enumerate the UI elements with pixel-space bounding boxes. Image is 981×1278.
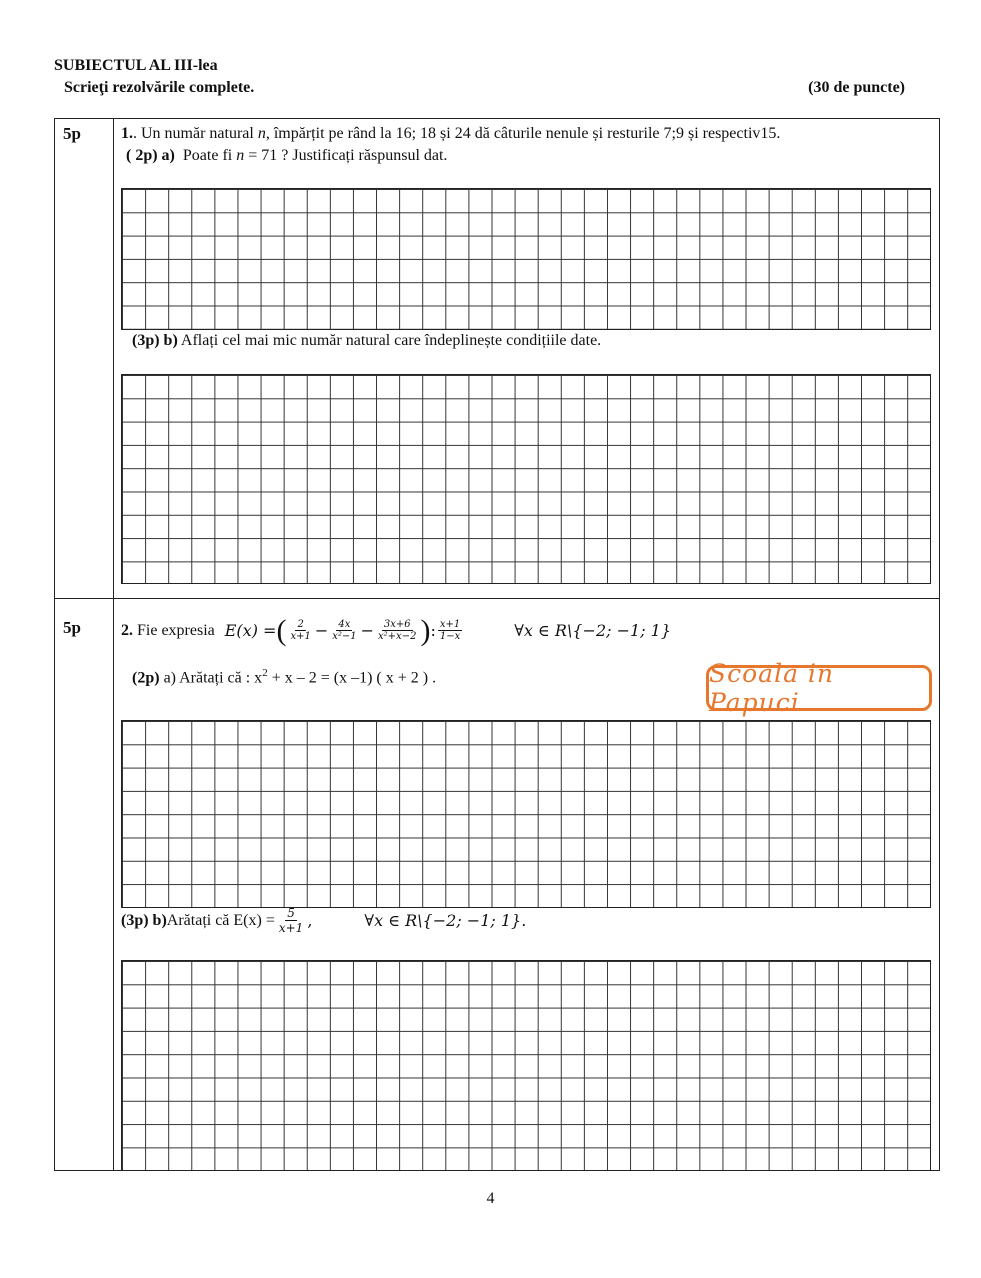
problem-2a-text: a) Arătați că : x <box>159 669 263 687</box>
fraction-1 <box>288 619 312 642</box>
answer-grid-1b[interactable] <box>121 374 931 584</box>
points-column-divider-2 <box>113 599 114 1170</box>
problem-2a-text-after: + x – 2 = (x –1) ( x + 2 ) . <box>267 669 437 687</box>
exponent: 2 <box>262 667 268 679</box>
fraction-3-den: x²+x−2 <box>378 631 417 642</box>
expression-lhs: E(x) = <box>224 621 277 640</box>
problem-1a-text-a: Poate fi <box>182 147 237 164</box>
answer-grid-1a[interactable] <box>121 188 931 330</box>
problem-1-text-b: , împărțit pe rând la 16; 18 și 24 dă câturile nenule și resturile 7;9 și respectiv15. <box>265 125 781 142</box>
section-title: SUBIECTUL AL III-lea <box>54 57 218 74</box>
fraction-4 <box>438 619 462 642</box>
problem-1-number: 1. <box>121 125 133 142</box>
problem-1b-statement <box>132 332 601 350</box>
scoala-in-papuci-logo: Scoala in Papuci <box>706 665 932 711</box>
fraction-4-num: x+1 <box>439 619 461 630</box>
variable-n: n <box>257 125 266 142</box>
fraction-3 <box>376 619 418 642</box>
problem-2b-label: (3p) b) <box>121 911 167 929</box>
fraction-result <box>277 906 305 935</box>
problem-2b-statement <box>121 906 526 935</box>
problem-1b-label: (3p) b) <box>132 332 178 349</box>
fraction-2-num: 4x <box>338 619 351 630</box>
problem-2a-label: (2p) <box>132 669 160 687</box>
fraction-4-den: 1−x <box>439 631 461 642</box>
problem-2-points: 5p <box>63 618 81 637</box>
problem-1-statement <box>121 125 780 143</box>
domain-condition: ∀x ∈ R\{−2; −1; 1} <box>514 621 672 640</box>
problem-2-number: 2. <box>121 621 133 639</box>
total-points: (30 de puncte) <box>808 79 905 96</box>
fraction-2-den: x²−1 <box>332 631 357 642</box>
fraction-result-num: 5 <box>287 906 295 920</box>
answer-grid-2b[interactable] <box>121 960 931 1171</box>
left-paren: ( <box>276 613 287 647</box>
problem-1b-text: Aflați cel mai mic număr natural care îndeplinește condițiile date. <box>180 332 602 349</box>
problem-1a-label: ( 2p) a) <box>126 147 175 164</box>
problem-1a-text-b: = 71 ? Justificați răspunsul dat. <box>244 147 448 164</box>
points-column-divider <box>113 119 114 598</box>
fraction-result-den: x+1 <box>278 921 304 935</box>
right-paren: ) <box>420 613 431 647</box>
problem-2a-statement <box>132 667 436 687</box>
instruction-text: Scrieţi rezolvările complete. <box>64 79 255 96</box>
problem-1-points: 5p <box>63 124 81 143</box>
problem-1-text-a: . Un număr natural <box>133 125 258 142</box>
answer-grid-2a[interactable] <box>121 720 931 908</box>
comma: , <box>307 911 313 930</box>
fraction-1-den: x+1 <box>290 631 311 642</box>
fraction-2 <box>330 619 358 642</box>
problem-1a-variable: n <box>236 147 245 164</box>
fraction-3-num: 3x+6 <box>383 619 411 630</box>
problem-2-statement: 2. Fie expresia E(x) = ( $\frac{2}{x+1}$ − $\frac{4x}{\text{x²−1}}$ − $\frac{3x+6}{\text{x²+x−2}}$ ) : $\frac{x+1}{1-x}$ ∀x ∈ R\{−2; −1; 1} <box>121 613 672 647</box>
page-number: 4 <box>486 1190 495 1207</box>
problem-2b-text: Arătați că E(x) = <box>166 911 275 929</box>
domain-condition-2b: ∀x ∈ R\{−2; −1; 1}. <box>364 911 527 930</box>
fraction-1-num: 2 <box>297 619 304 630</box>
problem-2-intro: Fie expresia <box>137 621 215 639</box>
problem-1a-statement <box>126 147 447 165</box>
